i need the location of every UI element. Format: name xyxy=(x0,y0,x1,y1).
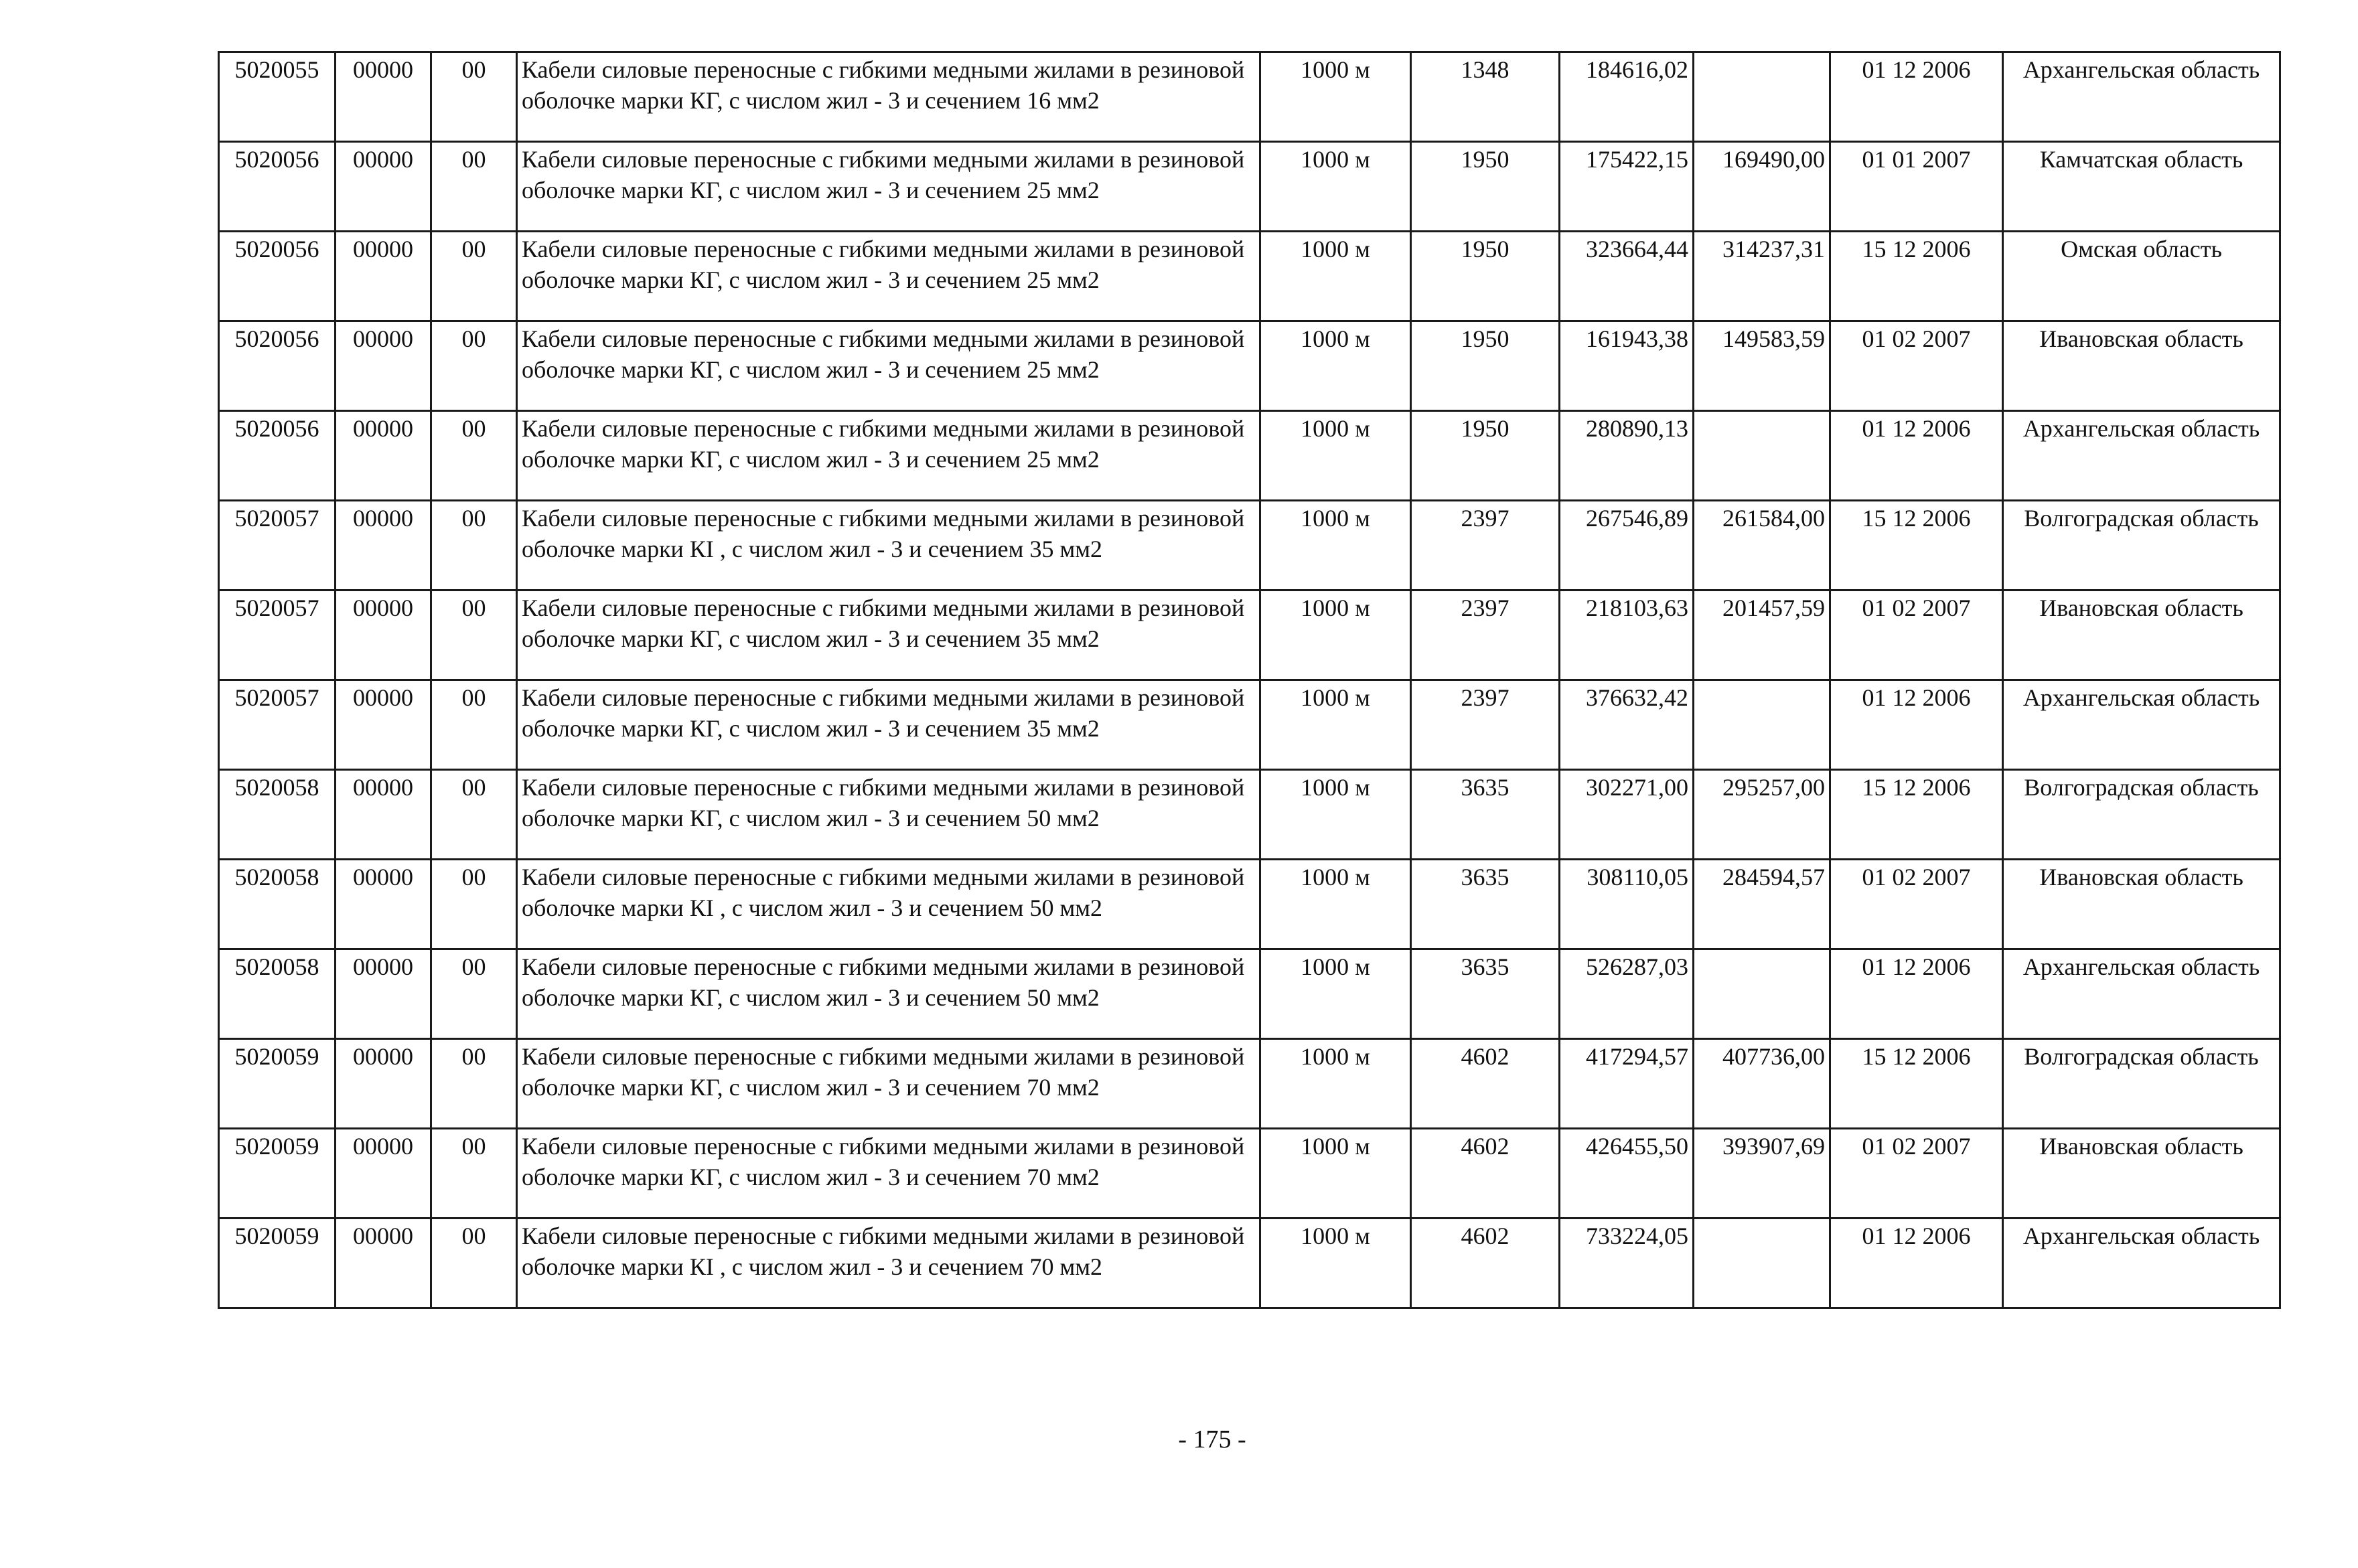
cell-date: 01 01 2007 xyxy=(1830,142,2003,232)
cell-name: Кабели силовые переносные с гибкими медными жилами в резиновой оболочке марки КГ, с числом жил - 3 и сечением 35 мм2 xyxy=(517,680,1260,770)
cell-subcode: 00000 xyxy=(336,1129,431,1219)
cell-quantity: 1348 xyxy=(1411,52,1560,142)
cell-price-2: 284594,57 xyxy=(1694,860,1830,949)
table-row xyxy=(219,949,2280,1039)
cell-code: 5020056 xyxy=(219,411,336,501)
cell-code: 5020057 xyxy=(219,501,336,591)
cell-price-1: 376632,42 xyxy=(1560,680,1694,770)
cell-suffix: 00 xyxy=(431,949,517,1039)
cell-price-2: 314237,31 xyxy=(1694,232,1830,321)
cell-name: Кабели силовые переносные с гибкими медными жилами в резиновой оболочке марки КГ, с числом жил - 3 и сечением 25 мм2 xyxy=(517,142,1260,232)
cell-quantity: 2397 xyxy=(1411,591,1560,680)
cell-region: Волгоградская область xyxy=(2003,770,2280,860)
cell-quantity: 3635 xyxy=(1411,949,1560,1039)
cell-suffix: 00 xyxy=(431,501,517,591)
cell-subcode: 00000 xyxy=(336,411,431,501)
cell-date: 01 12 2006 xyxy=(1830,1219,2003,1308)
cell-unit: 1000 м xyxy=(1260,411,1411,501)
page-number: - 175 - xyxy=(1178,1425,1246,1454)
cell-date: 15 12 2006 xyxy=(1830,232,2003,321)
cell-name: Кабели силовые переносные с гибкими медными жилами в резиновой оболочке марки КГ, с числом жил - 3 и сечением 50 мм2 xyxy=(517,949,1260,1039)
cell-region: Ивановская область xyxy=(2003,321,2280,411)
cell-quantity: 3635 xyxy=(1411,770,1560,860)
table-row xyxy=(219,860,2280,949)
cell-subcode: 00000 xyxy=(336,591,431,680)
cell-region: Архангельская область xyxy=(2003,949,2280,1039)
cell-price-2: 261584,00 xyxy=(1694,501,1830,591)
cell-price-1: 175422,15 xyxy=(1560,142,1694,232)
cell-subcode: 00000 xyxy=(336,860,431,949)
table-row xyxy=(219,1129,2280,1219)
cell-quantity: 1950 xyxy=(1411,232,1560,321)
cell-code: 5020058 xyxy=(219,949,336,1039)
cell-quantity: 2397 xyxy=(1411,680,1560,770)
cell-code: 5020059 xyxy=(219,1039,336,1129)
cell-date: 01 12 2006 xyxy=(1830,411,2003,501)
cell-quantity: 1950 xyxy=(1411,411,1560,501)
cell-date: 15 12 2006 xyxy=(1830,770,2003,860)
cell-date: 01 02 2007 xyxy=(1830,321,2003,411)
table-row xyxy=(219,1219,2280,1308)
cell-code: 5020056 xyxy=(219,321,336,411)
cell-price-2: 393907,69 xyxy=(1694,1129,1830,1219)
cell-subcode: 00000 xyxy=(336,232,431,321)
cell-unit: 1000 м xyxy=(1260,501,1411,591)
cell-price-1: 308110,05 xyxy=(1560,860,1694,949)
cell-code: 5020058 xyxy=(219,770,336,860)
cell-price-2: 407736,00 xyxy=(1694,1039,1830,1129)
cell-code: 5020059 xyxy=(219,1129,336,1219)
cell-price-2 xyxy=(1694,680,1830,770)
cell-date: 15 12 2006 xyxy=(1830,501,2003,591)
cell-code: 5020059 xyxy=(219,1219,336,1308)
cell-price-1: 417294,57 xyxy=(1560,1039,1694,1129)
cell-date: 01 02 2007 xyxy=(1830,1129,2003,1219)
cell-price-1: 323664,44 xyxy=(1560,232,1694,321)
cell-price-1: 426455,50 xyxy=(1560,1129,1694,1219)
cell-name: Кабели силовые переносные с гибкими медными жилами в резиновой оболочке марки КI , с числом жил - 3 и сечением 70 мм2 xyxy=(517,1219,1260,1308)
cell-subcode: 00000 xyxy=(336,1219,431,1308)
cell-quantity: 4602 xyxy=(1411,1129,1560,1219)
cell-region: Архангельская область xyxy=(2003,1219,2280,1308)
cell-name: Кабели силовые переносные с гибкими медными жилами в резиновой оболочке марки КГ, с числом жил - 3 и сечением 35 мм2 xyxy=(517,591,1260,680)
cell-subcode: 00000 xyxy=(336,770,431,860)
cell-subcode: 00000 xyxy=(336,52,431,142)
cell-unit: 1000 м xyxy=(1260,142,1411,232)
price-table xyxy=(218,51,2281,1309)
cell-unit: 1000 м xyxy=(1260,591,1411,680)
cell-quantity: 4602 xyxy=(1411,1039,1560,1129)
cell-subcode: 00000 xyxy=(336,142,431,232)
cell-price-1: 161943,38 xyxy=(1560,321,1694,411)
cell-name: Кабели силовые переносные с гибкими медными жилами в резиновой оболочке марки КI , с числом жил - 3 и сечением 35 мм2 xyxy=(517,501,1260,591)
cell-price-1: 733224,05 xyxy=(1560,1219,1694,1308)
cell-price-2 xyxy=(1694,52,1830,142)
cell-suffix: 00 xyxy=(431,1129,517,1219)
cell-unit: 1000 м xyxy=(1260,949,1411,1039)
cell-price-1: 218103,63 xyxy=(1560,591,1694,680)
cell-suffix: 00 xyxy=(431,142,517,232)
cell-suffix: 00 xyxy=(431,1219,517,1308)
table-row xyxy=(219,680,2280,770)
table-body xyxy=(219,52,2280,1308)
cell-region: Камчатская область xyxy=(2003,142,2280,232)
cell-code: 5020056 xyxy=(219,142,336,232)
cell-price-1: 280890,13 xyxy=(1560,411,1694,501)
table-row xyxy=(219,591,2280,680)
cell-code: 5020058 xyxy=(219,860,336,949)
cell-name: Кабели силовые переносные с гибкими медными жилами в резиновой оболочке марки КГ, с числом жил - 3 и сечением 25 мм2 xyxy=(517,232,1260,321)
cell-suffix: 00 xyxy=(431,232,517,321)
cell-suffix: 00 xyxy=(431,321,517,411)
cell-region: Волгоградская область xyxy=(2003,1039,2280,1129)
cell-unit: 1000 м xyxy=(1260,52,1411,142)
cell-region: Архангельская область xyxy=(2003,680,2280,770)
cell-price-2 xyxy=(1694,411,1830,501)
cell-region: Архангельская область xyxy=(2003,52,2280,142)
cell-price-2: 149583,59 xyxy=(1694,321,1830,411)
cell-name: Кабели силовые переносные с гибкими медными жилами в резиновой оболочке марки КГ, с числом жил - 3 и сечением 16 мм2 xyxy=(517,52,1260,142)
table-row xyxy=(219,411,2280,501)
table-row xyxy=(219,770,2280,860)
cell-quantity: 1950 xyxy=(1411,142,1560,232)
cell-unit: 1000 м xyxy=(1260,232,1411,321)
cell-code: 5020057 xyxy=(219,591,336,680)
cell-unit: 1000 м xyxy=(1260,1039,1411,1129)
cell-price-2: 169490,00 xyxy=(1694,142,1830,232)
cell-suffix: 00 xyxy=(431,1039,517,1129)
cell-name: Кабели силовые переносные с гибкими медными жилами в резиновой оболочке марки КГ, с числом жил - 3 и сечением 70 мм2 xyxy=(517,1129,1260,1219)
cell-region: Омская область xyxy=(2003,232,2280,321)
cell-region: Ивановская область xyxy=(2003,591,2280,680)
cell-date: 01 02 2007 xyxy=(1830,860,2003,949)
cell-region: Ивановская область xyxy=(2003,860,2280,949)
cell-name: Кабели силовые переносные с гибкими медными жилами в резиновой оболочке марки КГ, с числом жил - 3 и сечением 25 мм2 xyxy=(517,411,1260,501)
cell-price-2 xyxy=(1694,1219,1830,1308)
cell-name: Кабели силовые переносные с гибкими медными жилами в резиновой оболочке марки КГ, с числом жил - 3 и сечением 70 мм2 xyxy=(517,1039,1260,1129)
cell-name: Кабели силовые переносные с гибкими медными жилами в резиновой оболочке марки КI , с числом жил - 3 и сечением 50 мм2 xyxy=(517,860,1260,949)
cell-name: Кабели силовые переносные с гибкими медными жилами в резиновой оболочке марки КГ, с числом жил - 3 и сечением 25 мм2 xyxy=(517,321,1260,411)
cell-date: 01 12 2006 xyxy=(1830,52,2003,142)
cell-region: Архангельская область xyxy=(2003,411,2280,501)
cell-date: 01 12 2006 xyxy=(1830,680,2003,770)
table-row xyxy=(219,321,2280,411)
table-row xyxy=(219,52,2280,142)
cell-suffix: 00 xyxy=(431,770,517,860)
table-row xyxy=(219,1039,2280,1129)
cell-unit: 1000 м xyxy=(1260,321,1411,411)
cell-price-2: 201457,59 xyxy=(1694,591,1830,680)
cell-subcode: 00000 xyxy=(336,321,431,411)
cell-code: 5020056 xyxy=(219,232,336,321)
table-row xyxy=(219,232,2280,321)
cell-price-1: 302271,00 xyxy=(1560,770,1694,860)
cell-code: 5020057 xyxy=(219,680,336,770)
cell-quantity: 3635 xyxy=(1411,860,1560,949)
cell-price-2 xyxy=(1694,949,1830,1039)
cell-quantity: 1950 xyxy=(1411,321,1560,411)
cell-price-2: 295257,00 xyxy=(1694,770,1830,860)
cell-subcode: 00000 xyxy=(336,501,431,591)
cell-suffix: 00 xyxy=(431,411,517,501)
cell-unit: 1000 м xyxy=(1260,680,1411,770)
cell-subcode: 00000 xyxy=(336,1039,431,1129)
cell-region: Волгоградская область xyxy=(2003,501,2280,591)
cell-price-1: 267546,89 xyxy=(1560,501,1694,591)
cell-code: 5020055 xyxy=(219,52,336,142)
cell-suffix: 00 xyxy=(431,52,517,142)
cell-region: Ивановская область xyxy=(2003,1129,2280,1219)
cell-date: 01 02 2007 xyxy=(1830,591,2003,680)
cell-unit: 1000 м xyxy=(1260,770,1411,860)
cell-date: 01 12 2006 xyxy=(1830,949,2003,1039)
cell-subcode: 00000 xyxy=(336,949,431,1039)
cell-unit: 1000 м xyxy=(1260,1129,1411,1219)
table-row xyxy=(219,501,2280,591)
cell-name: Кабели силовые переносные с гибкими медными жилами в резиновой оболочке марки КГ, с числом жил - 3 и сечением 50 мм2 xyxy=(517,770,1260,860)
cell-suffix: 00 xyxy=(431,591,517,680)
cell-unit: 1000 м xyxy=(1260,860,1411,949)
cell-quantity: 4602 xyxy=(1411,1219,1560,1308)
cell-suffix: 00 xyxy=(431,680,517,770)
cell-date: 15 12 2006 xyxy=(1830,1039,2003,1129)
cell-price-1: 526287,03 xyxy=(1560,949,1694,1039)
cell-suffix: 00 xyxy=(431,860,517,949)
cell-price-1: 184616,02 xyxy=(1560,52,1694,142)
cell-subcode: 00000 xyxy=(336,680,431,770)
cell-quantity: 2397 xyxy=(1411,501,1560,591)
table-row xyxy=(219,142,2280,232)
cell-unit: 1000 м xyxy=(1260,1219,1411,1308)
